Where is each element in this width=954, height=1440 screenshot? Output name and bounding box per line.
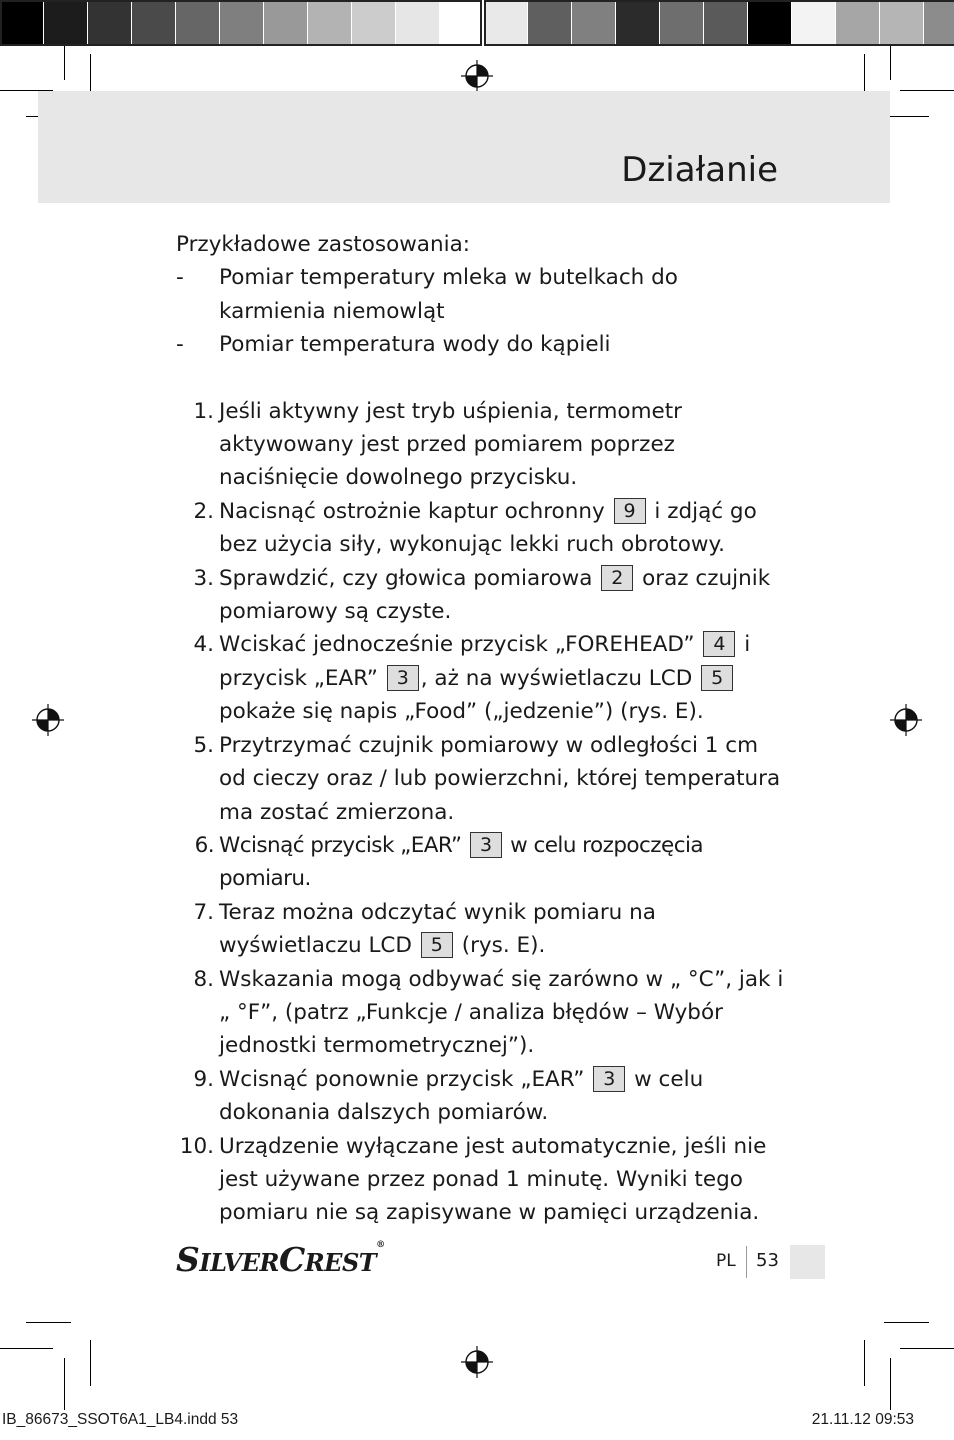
crop-mark: [26, 1322, 71, 1323]
step-text: oraz czujnik pomiarowy są czyste.: [219, 565, 771, 625]
step-text: Wcisnąć przycisk „EAR”: [219, 832, 462, 858]
step-text: Urządzenie wyłączane jest automatycznie, jeśli nie jest używane przez ponad 1 minutę. Wyniki tego pomiaru nie są zapisywane w pamięci urządzenia.: [219, 1133, 767, 1226]
step-number: 2.: [193, 498, 214, 524]
registration-mark-icon: [32, 704, 64, 736]
crop-mark: [890, 1358, 891, 1410]
color-swatch: [880, 2, 924, 44]
step-number: 10.: [179, 1133, 214, 1159]
main-content: [176, 228, 786, 1230]
step-number: 8.: [193, 966, 214, 992]
step-number: 7.: [193, 899, 214, 925]
step-text: Wskazania mogą odbywać się zarówno w „ °C”, jak i „ °F”, (patrz „Funkcje / analiza błędów – Wybór jednostki termometrycznej”).: [219, 966, 784, 1059]
registration-mark-icon: [461, 1346, 493, 1378]
intro-heading: Przykładowe zastosowania:: [176, 232, 470, 257]
part-reference-badge: 3: [387, 665, 419, 691]
step-number: 4.: [193, 632, 214, 658]
date-slug: 21.11.12 09:53: [811, 1411, 914, 1428]
color-swatch: [528, 2, 572, 44]
bullet-marker: -: [176, 265, 184, 291]
color-swatch: [836, 2, 880, 44]
color-swatch: [220, 2, 264, 44]
step-text: (rys. E).: [461, 933, 546, 959]
color-swatch: [792, 2, 836, 44]
crop-mark: [64, 46, 65, 80]
registration-mark-icon: [890, 704, 922, 736]
color-swatch: [132, 2, 176, 44]
step-text: Teraz można odczytać wynik pomiaru na wyświetlaczu LCD: [219, 899, 656, 959]
step-item: [176, 1130, 786, 1230]
bullet-marker: -: [176, 332, 184, 358]
crop-mark: [900, 1348, 954, 1349]
step-text: Jeśli aktywny jest tryb uśpienia, termometr aktywowany jest przed pomiarem poprzez naciśnięcie dowolnego przycisku.: [219, 398, 683, 491]
color-swatch: [352, 2, 396, 44]
color-swatch: [264, 2, 308, 44]
step-item: [176, 829, 786, 896]
step-number: 1.: [193, 398, 214, 424]
step-text: Wcisnąć ponownie przycisk „EAR”: [219, 1066, 585, 1092]
color-swatch: [176, 2, 220, 44]
color-swatch: [308, 2, 352, 44]
crop-mark: [900, 90, 954, 91]
crop-mark: [890, 46, 891, 80]
registration-mark-icon: [461, 60, 493, 92]
color-swatch: [88, 2, 132, 44]
crop-mark: [864, 1340, 865, 1386]
part-reference-badge: 3: [470, 832, 502, 858]
crop-mark: [0, 1348, 53, 1349]
color-swatch: [44, 2, 88, 44]
page-title: Działanie: [621, 150, 778, 190]
part-reference-badge: 3: [593, 1066, 625, 1092]
step-item: [176, 495, 786, 562]
step-text: w celu rozpoczęcia pomiaru.: [219, 832, 704, 892]
bullet-text: Pomiar temperatury mleka w butelkach do karmienia niemowląt: [219, 265, 678, 324]
part-reference-badge: 4: [703, 631, 735, 657]
color-swatch: [484, 2, 528, 44]
step-text: i zdjąć go bez użycia siły, wykonując lekki ruch obrotowy.: [219, 498, 757, 558]
file-slug: IB_86673_SSOT6A1_LB4.indd 53: [2, 1411, 239, 1428]
bullet-item: [176, 328, 786, 361]
step-text: Wciskać jednocześnie przycisk „FOREHEAD”: [219, 632, 695, 658]
bullet-text: Pomiar temperatura wody do kąpieli: [219, 332, 611, 358]
step-number: 5.: [193, 732, 214, 758]
color-swatch: [616, 2, 660, 44]
color-calibration-bar-left: [0, 0, 482, 46]
step-number: 6.: [194, 832, 214, 858]
color-swatch: [748, 2, 792, 44]
step-item: [176, 562, 786, 629]
language-code: PL: [716, 1251, 736, 1271]
color-swatch: [0, 2, 44, 44]
color-swatch: [396, 2, 440, 44]
color-calibration-bar-right: [484, 0, 954, 46]
part-reference-badge: 2: [601, 565, 633, 591]
step-item: [176, 896, 786, 963]
step-item: [176, 628, 786, 728]
step-text: pokaże się napis „Food” („jedzenie”) (rys. E).: [219, 699, 704, 725]
step-text: , aż na wyświetlaczu LCD: [420, 665, 693, 691]
step-number: 9.: [193, 1066, 214, 1092]
step-item: [176, 1063, 786, 1130]
page-number: 53: [756, 1250, 779, 1271]
step-text: Sprawdzić, czy głowica pomiarowa: [219, 565, 593, 591]
crop-mark: [64, 1358, 65, 1410]
part-reference-badge: 5: [701, 665, 733, 691]
divider: [746, 1246, 747, 1278]
steps-list: [176, 395, 786, 1230]
crop-mark: [884, 1322, 929, 1323]
bullet-item: [176, 261, 786, 328]
step-text: w celu dokonania dalszych pomiarów.: [219, 1066, 704, 1126]
part-reference-badge: 9: [614, 498, 646, 524]
brand-logo: SILVERCREST®: [176, 1240, 385, 1279]
page-tab: [790, 1245, 825, 1279]
crop-mark: [90, 1340, 91, 1386]
color-swatch: [660, 2, 704, 44]
step-item: [176, 395, 786, 495]
step-number: 3.: [193, 565, 214, 591]
color-swatch: [924, 2, 954, 44]
color-swatch: [704, 2, 748, 44]
step-text: Nacisnąć ostrożnie kaptur ochronny: [219, 498, 605, 524]
step-item: [176, 963, 786, 1063]
crop-mark: [884, 116, 929, 117]
step-text: i przycisk „EAR”: [219, 632, 751, 691]
color-swatch: [572, 2, 616, 44]
step-item: [176, 729, 786, 829]
part-reference-badge: 5: [421, 932, 453, 958]
color-swatch: [440, 2, 482, 44]
step-text: Przytrzymać czujnik pomiarowy w odległości 1 cm od cieczy oraz / lub powierzchni, której temperatura ma zostać zmierzona.: [219, 732, 781, 825]
